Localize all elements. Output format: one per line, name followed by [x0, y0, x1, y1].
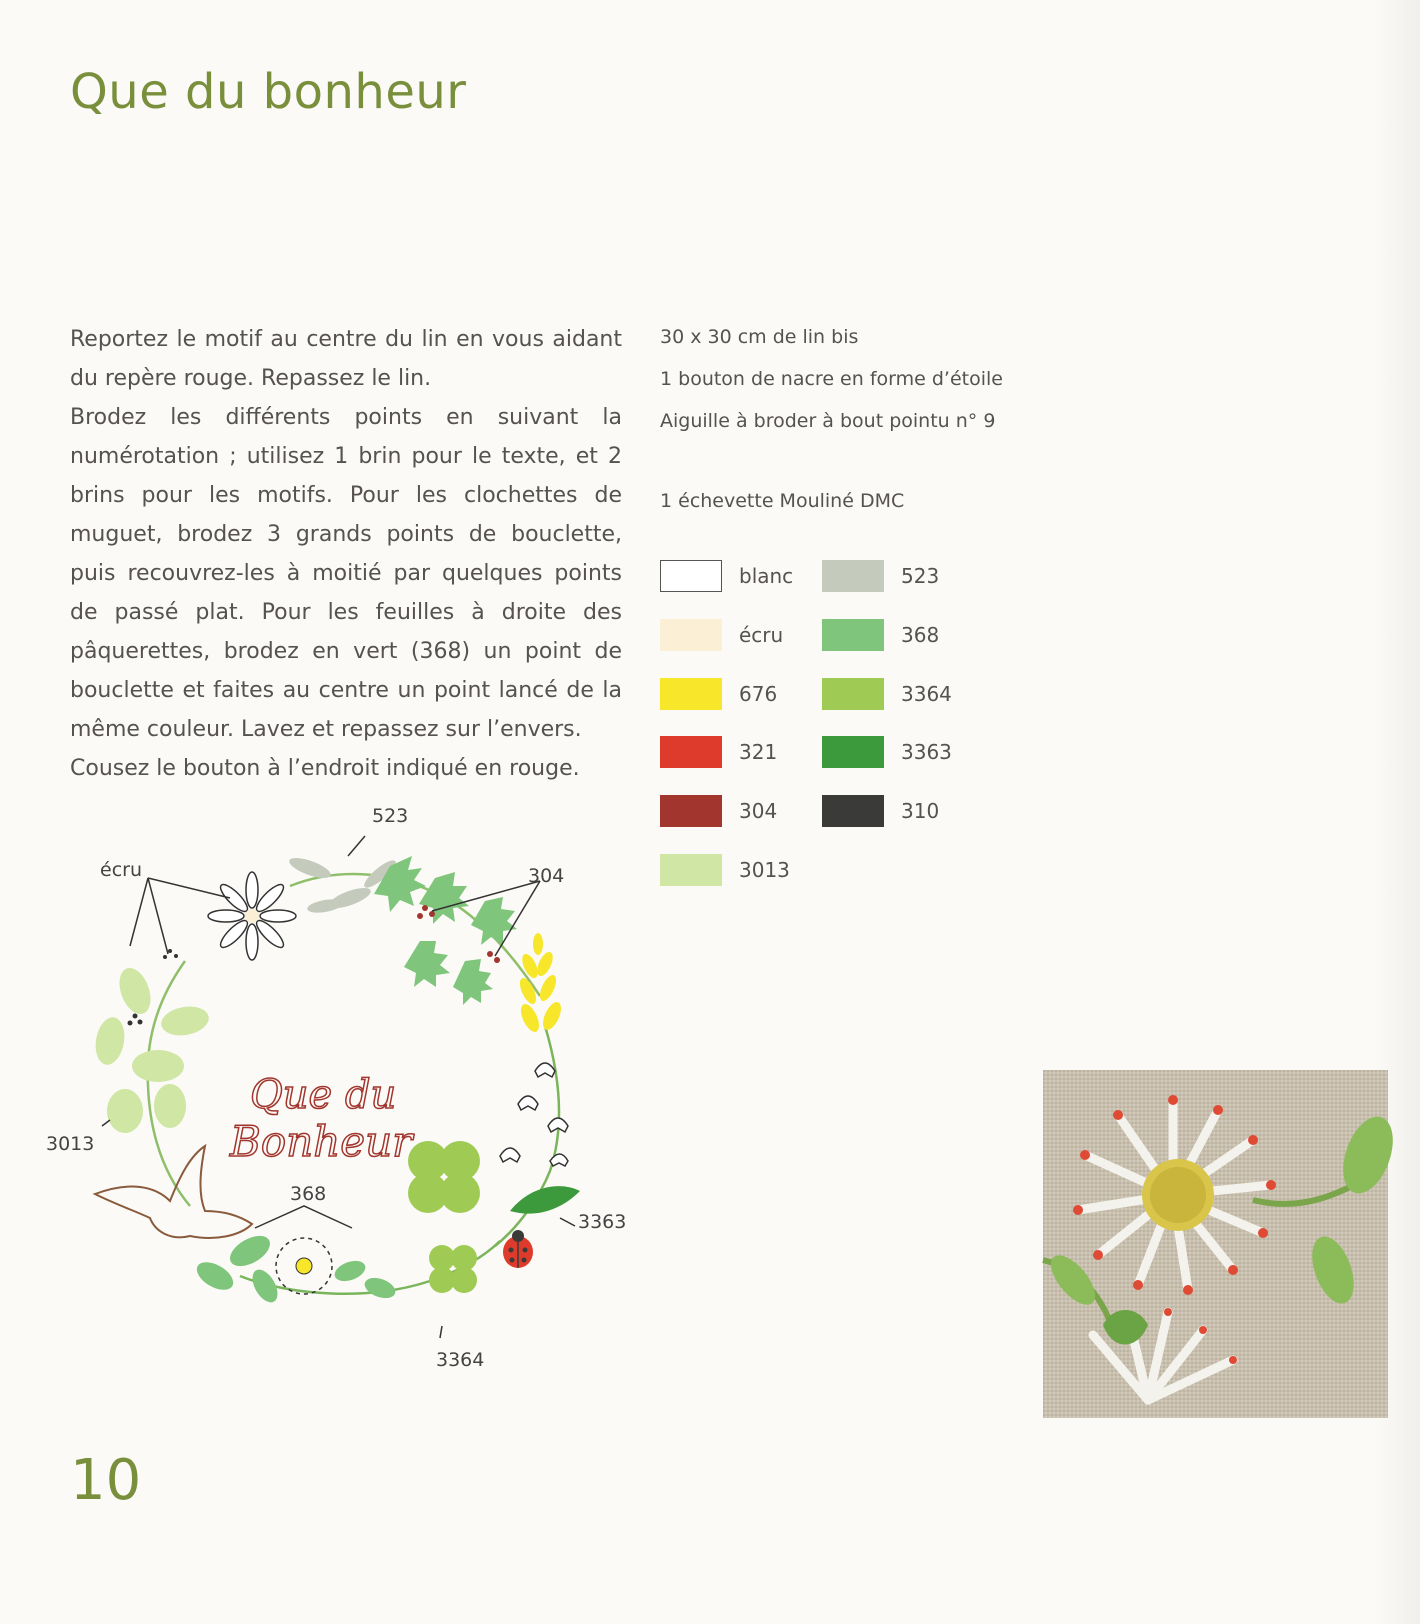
- thread-code: 321: [739, 740, 778, 764]
- green-leaves-motif: [192, 1230, 398, 1307]
- leaf-motif: [510, 1186, 580, 1213]
- color-swatch: [660, 678, 722, 710]
- thread-code: 304: [739, 799, 778, 823]
- embroidered-text-line1: Que du: [250, 1072, 397, 1118]
- thread-code: 3364: [901, 682, 952, 706]
- color-swatch: [822, 619, 884, 651]
- callout-304: 304: [528, 865, 565, 887]
- embroidery-wreath-diagram: [40, 805, 660, 1426]
- thread-code: 3363: [901, 740, 952, 764]
- thread-code: 523: [901, 564, 940, 588]
- thread-code: 368: [901, 623, 940, 647]
- page-number: 10: [70, 1448, 142, 1513]
- callout-3363: 3363: [578, 1211, 627, 1233]
- instruction-paragraph: Reportez le motif au centre du lin en vous aidant du repère rouge. Repassez le lin.: [70, 327, 622, 391]
- callout-3364: 3364: [436, 1349, 485, 1371]
- instruction-paragraph: Brodez les différents points en suivant la numérotation ; utilisez 1 brin pour le texte, et 2 brins pour les motifs. Pour les clochettes de muguet, brodez 3 grands points de bouclette, puis recouvrez-les à moitié par quelques points de passé plat. Pour les feuilles à droite des pâquerettes, brodez en vert (368) un point de bouclette et faites au centre un point lancé de la même couleur. Lavez et repassez sur l’envers.: [70, 405, 622, 742]
- callout-523: 523: [372, 805, 409, 827]
- color-swatch: [660, 795, 722, 827]
- thread-code: écru: [739, 623, 784, 647]
- color-swatch: [822, 736, 884, 768]
- holly-motif: [374, 856, 517, 1005]
- color-swatch: [822, 795, 884, 827]
- mistletoe-motif: [92, 964, 211, 1133]
- material-item: 1 bouton de nacre en forme d’étoile: [660, 368, 1003, 390]
- embroidered-text-line2: Bonheur: [230, 1117, 413, 1166]
- swallow-motif: [95, 1146, 252, 1238]
- materials-list: [660, 326, 1003, 532]
- instruction-paragraph: Cousez le bouton à l’endroit indiqué en rouge.: [70, 756, 580, 781]
- clover-motif: [408, 1141, 480, 1293]
- callout-368: 368: [290, 1183, 327, 1205]
- color-swatch: [660, 560, 722, 592]
- material-item: 30 x 30 cm de lin bis: [660, 326, 859, 348]
- color-swatch: [660, 619, 722, 651]
- color-swatch: [660, 854, 722, 886]
- thread-code: 3013: [739, 858, 790, 882]
- thread-code: blanc: [739, 564, 794, 588]
- wreath-stem: [148, 961, 190, 1206]
- color-swatch: [822, 560, 884, 592]
- page-title: Que du bonheur: [70, 64, 467, 120]
- embroidery-photo: [1043, 1070, 1388, 1418]
- wheat-motif: [517, 933, 565, 1035]
- daisy-motif: [208, 872, 296, 960]
- button-marker-motif: [276, 1238, 332, 1294]
- instructions-text: [70, 320, 622, 788]
- thread-code: 676: [739, 682, 778, 706]
- skein-label: 1 échevette Mouliné DMC: [660, 490, 905, 512]
- callout-3013: 3013: [46, 1133, 95, 1155]
- callout-ecru: écru: [100, 859, 142, 881]
- thread-code: 310: [901, 799, 940, 823]
- material-item: Aiguille à broder à bout pointu n° 9: [660, 410, 996, 432]
- color-swatch: [660, 736, 722, 768]
- embroidery-photo-image: [1043, 1070, 1388, 1418]
- color-swatch: [822, 678, 884, 710]
